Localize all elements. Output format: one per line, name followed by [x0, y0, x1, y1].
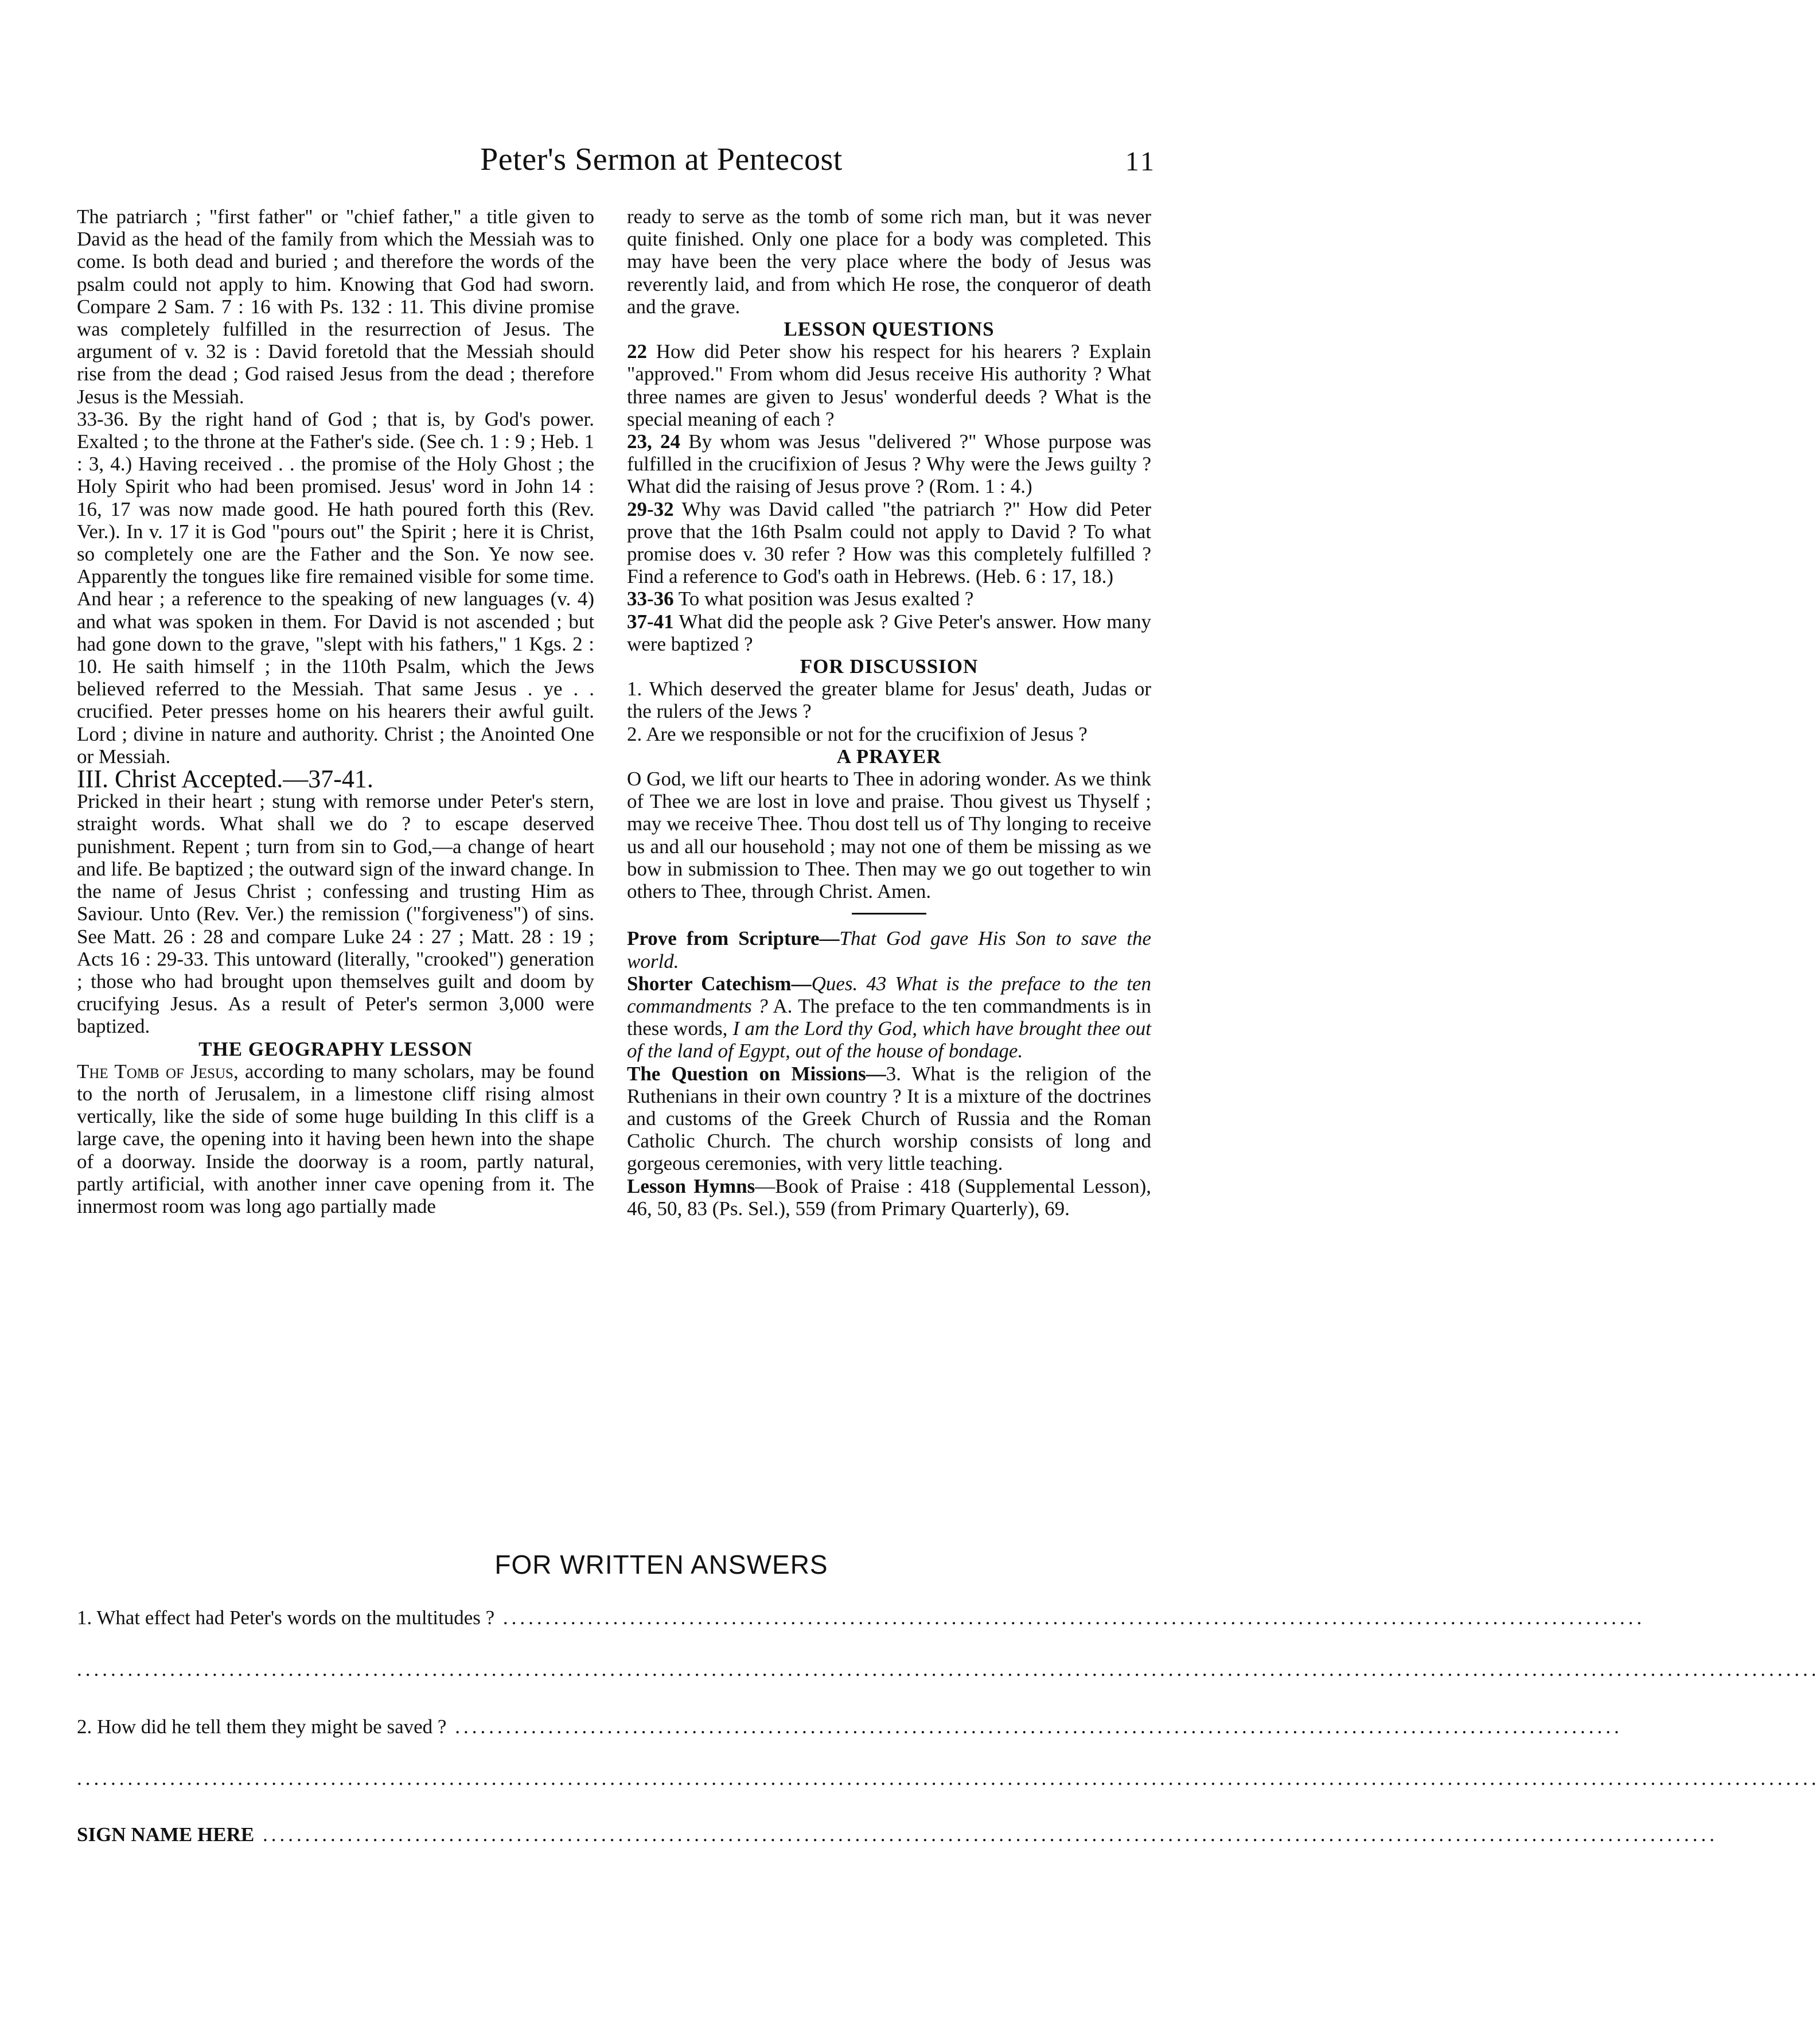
answer-line-2[interactable]: .............................................................................................................................................................................................................. [77, 1767, 1820, 1789]
section-heading-christ-accepted: III. Christ Accepted.—37-41. [77, 765, 373, 793]
lesson-hymns: Lesson Hymns—Book of Praise : 418 (Supplemental Lesson), 46, 50, 83 (Ps. Sel.), 559 (from Primary Quarterly), 69. [627, 1174, 1151, 1220]
for-discussion-heading: FOR DISCUSSION [800, 655, 979, 678]
written-question-2: 2. How did he tell them they might be saved ? .......................................................................................................................................... [77, 1715, 1623, 1738]
sign-name-line[interactable]: SIGN NAME HERE ............................................................................................................................................................................ [77, 1823, 1718, 1846]
prayer-heading: A PRAYER [836, 745, 942, 768]
question-29-32: 29-32 Why was David called "the patriarch ?" How did Peter prove that the 16th Psalm could not apply to David ? To what promise does v. 30 refer ? How was this completely fulfilled ? Find a reference to God's oath in Hebrews. (Heb. 6 : 17, 18.) [627, 497, 1151, 588]
question-on-missions: The Question on Missions—3. What is the religion of the Ruthenians in their own country ? It is a mixture of the doctrines and customs of the Greek Church of Russia and the Roman Catholic Church. The church worship consists of long and gorgeous ceremonies, with very little teaching. [627, 1062, 1151, 1175]
page-number: 11 [1125, 146, 1156, 177]
sign-name-label: SIGN NAME HERE [77, 1823, 255, 1846]
left-column [77, 205, 594, 1217]
tomb-continuation-paragraph: ready to serve as the tomb of some rich man, but it was never quite finished. Only one place for a body was completed. This may have been the very place where the body of Jesus was reverently laid, and from which He rose, the conqueror of death and the grave. [627, 205, 1151, 318]
written-question-1: 1. What effect had Peter's words on the multitudes ? ....................................................................................................................................... [77, 1606, 1646, 1629]
divider-rule [852, 913, 926, 915]
question-33-36: 33-36 To what position was Jesus exalted ? [627, 587, 974, 610]
lesson-questions-heading: LESSON QUESTIONS [784, 318, 995, 341]
discussion-item-1: 1. Which deserved the greater blame for Jesus' death, Judas or the rulers of the Jews ? [627, 678, 1151, 723]
question-37-41: 37-41 What did the people ask ? Give Peter's answer. How many were baptized ? [627, 610, 1151, 655]
shorter-catechism: Shorter Catechism—Ques. 43 What is the preface to the ten commandments ? A. The preface to the ten commandments is in these words, I am the Lord thy God, which have brought thee out of the land of Egypt, out of the house of bondage. [627, 972, 1152, 1063]
right-column [627, 205, 1151, 1220]
discussion-item-2: 2. Are we responsible or not for the crucifixion of Jesus ? [627, 722, 1088, 745]
geography-lesson-heading: THE GEOGRAPHY LESSON [198, 1037, 473, 1060]
page-title: Peter's Sermon at Pentecost [480, 142, 843, 177]
written-answers-heading: FOR WRITTEN ANSWERS [494, 1550, 828, 1579]
geography-lesson-text [77, 1060, 594, 1217]
question-22: 22 How did Peter show his respect for his hearers ? Explain "approved." From whom did Jesus receive His authority ? What three names are given to Jesus' wonderful deeds ? What is the special meaning of each ? [627, 340, 1152, 430]
prove-from-scripture: Prove from Scripture—That God gave His Son to save the world. [627, 927, 1152, 972]
geography-lesson-lead: The Tomb of Jesus, [77, 1060, 239, 1083]
question-23-24: 23, 24 By whom was Jesus "delivered ?" Whose purpose was fulfilled in the crucifixion of Jesus ? Why were the Jews guilty ? What did the raising of Jesus prove ? (Rom. 1 : 4.) [627, 430, 1152, 498]
notes-paragraph-37-41: Pricked in their heart ; stung with remorse under Peter's stern, straight words. What shall we do ? to escape deserved punishment. Repent ; turn from sin to God,—a change of heart and life. Be baptized ; the outward sign of the inward change. In the name of Jesus Christ ; confessing and trusting Him as Saviour. Unto (Rev. Ver.) the remission ("forgiveness") of sins. See Matt. 26 : 28 and compare Luke 24 : 27 ; Matt. 28 : 19 ; Acts 16 : 29-33. This untoward (literally, "crooked") generation ; those who had brought upon themselves guilt and doom by crucifying Jesus. As a result of Peter's sermon 3,000 were baptized. [77, 790, 594, 1038]
answer-line-1[interactable]: .............................................................................................................................................................................................................. [77, 1658, 1820, 1680]
prayer-text: O God, we lift our hearts to Thee in adoring wonder. As we think of Thee we are lost in love and praise. Thou givest us Thyself ; may we receive Thee. Thou dost tell us of Thy longing to receive us and all our household ; may not one of them be missing as we bow in submission to Thee. Then may we go out together to win others to Thee, through Christ. Amen. [627, 768, 1151, 903]
notes-paragraph-33-36: 33-36. By the right hand of God ; that is, by God's power. Exalted ; to the throne at the Father's side. (See ch. 1 : 9 ; Heb. 1 : 3, 4.) Having received . . the promise of the Holy Ghost ; the Holy Spirit who had been promised. Jesus' word in John 14 : 16, 17 was now made good. He hath poured forth this (Rev. Ver.). In v. 17 it is God "pours out" the Spirit ; here it is Christ, so completely one are the Father and the Son. Ye now see. Apparently the tongues like fire remained visible for some time. And hear ; a reference to the speaking of new languages (v. 4) and what was spoken in them. For David is not ascended ; but had gone down to the grave, "slept with his fathers," 1 Kgs. 2 : 10. He saith himself ; in the 110th Psalm, which the Jews believed referred to the Messiah. That same Jesus . ye . . crucified. Peter presses home on his hearers their awful guilt. Lord ; divine in nature and authority. Christ ; the Anointed One or Messiah. [77, 407, 594, 768]
notes-paragraph-patriarch: The patriarch ; "first father" or "chief father," a title given to David as the head of the family from which the Messiah was to come. Is both dead and buried ; and therefore the words of the psalm could not apply to him. Knowing that God had sworn. Compare 2 Sam. 7 : 16 with Ps. 132 : 11. This divine promise was completely fulfilled in the resurrection of Jesus. The argument of v. 32 is : David foretold that the Messiah should rise from the dead ; God raised Jesus from the dead ; therefore Jesus is the Messiah. [77, 205, 594, 408]
geography-lesson-body: according to many scholars, may be found to the north of Jerusalem, in a limestone cliff rising almost vertically, like the side of some huge building In this cliff is a large cave, the opening into it having been hewn into the shape of a doorway. Inside the doorway is a room, partly natural, partly artificial, with another inner cave opening from it. The innermost room was long ago partially made [77, 1060, 594, 1217]
